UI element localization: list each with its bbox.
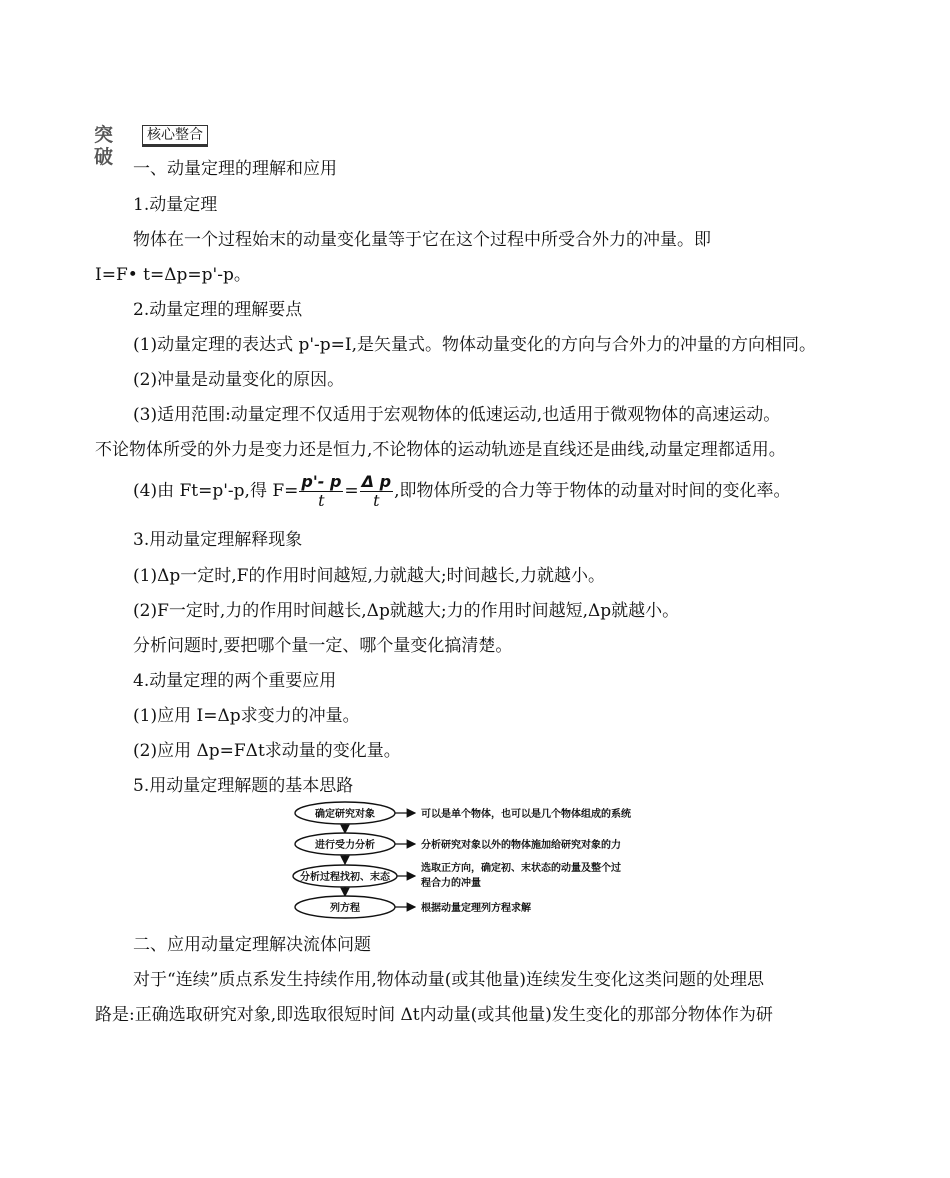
explain-2: (2)F一定时,力的作用时间越长,Δp就越大;力的作用时间越短,Δp就越小。: [133, 601, 680, 621]
heading-1: 一、动量定理的理解和应用: [133, 159, 337, 179]
application-1: (1)应用 I=Δp求变力的冲量。: [133, 706, 360, 726]
fluid-paragraph-2: 路是:正确选取研究对象,即选取很短时间 Δt内动量(或其他量)发生变化的那部分物体作为研: [95, 1005, 773, 1025]
explain-1: (1)Δp一定时,F的作用时间越短,力就越大;时间越长,力就越小。: [133, 566, 605, 586]
fraction-2: [360, 473, 393, 510]
item-4-prefix: (4)由 Ft=p'-p,得 F=: [133, 481, 299, 501]
item-1: (1)动量定理的表达式 p'-p=I,是矢量式。物体动量变化的方向与合外力的冲量的方向相同。: [133, 335, 817, 355]
subheading-1: 1.动量定理: [133, 195, 218, 215]
flow-step-4-label: 列方程: [330, 903, 360, 914]
item-3: (3)适用范围:动量定理不仅适用于宏观物体的低速运动,也适用于微观物体的高速运动。: [133, 405, 781, 425]
paragraph-1: 物体在一个过程始末的动量变化量等于它在这个过程中所受合外力的冲量。即: [133, 230, 711, 250]
fraction-1: [299, 473, 343, 510]
item-4: [133, 472, 790, 512]
fraction-2-numerator: Δ p: [361, 472, 392, 491]
flow-step-3-note-line-2: 程合力的冲量: [421, 878, 481, 889]
application-2: (2)应用 Δp=FΔt求动量的变化量。: [133, 741, 401, 761]
solution-flowchart: [290, 797, 690, 921]
flow-step-2-label: 进行受力分析: [315, 840, 375, 851]
subheading-2: 2.动量定理的理解要点: [133, 300, 303, 320]
explain-3: 分析问题时,要把哪个量一定、哪个量变化搞清楚。: [133, 636, 513, 656]
subheading-4: 4.动量定理的两个重要应用: [133, 671, 337, 691]
item-2: (2)冲量是动量变化的原因。: [133, 370, 345, 390]
subheading-5: 5.用动量定理解题的基本思路: [133, 776, 354, 796]
fraction-1-denominator: t: [318, 491, 325, 510]
subheading-3: 3.用动量定理解释现象: [133, 530, 303, 550]
item-4-equals: =: [344, 481, 359, 501]
fraction-1-numerator: p'- p: [301, 472, 342, 491]
flow-step-2-note: 分析研究对象以外的物体施加给研究对象的力: [421, 840, 621, 851]
badge-main-text: 突破: [94, 124, 114, 168]
fraction-2-denominator: t: [373, 491, 380, 510]
item-3-continued: 不论物体所受的外力是变力还是恒力,不论物体的运动轨迹是直线还是曲线,动量定理都适用。: [95, 440, 786, 460]
fluid-paragraph-1: 对于“连续”质点系发生持续作用,物体动量(或其他量)连续发生变化这类问题的处理思: [133, 970, 765, 990]
flow-step-3-label: 分析过程找初、末态: [300, 872, 390, 883]
flow-step-4-note: 根据动量定理列方程求解: [421, 903, 531, 914]
item-4-suffix: ,即物体所受的合力等于物体的动量对时间的变化率。: [394, 481, 791, 501]
heading-2: 二、应用动量定理解决流体问题: [133, 935, 371, 955]
flow-step-1-note: 可以是单个物体，也可以是几个物体组成的系统: [421, 809, 631, 820]
paragraph-1-formula: I=F• t=Δp=p'-p。: [95, 265, 251, 285]
badge-box-text: 核心整合: [142, 125, 208, 147]
flow-step-1-label: 确定研究对象: [315, 809, 375, 820]
flow-step-3-note: 选取正方向，确定初、末状态的动量及整个过: [421, 863, 621, 874]
